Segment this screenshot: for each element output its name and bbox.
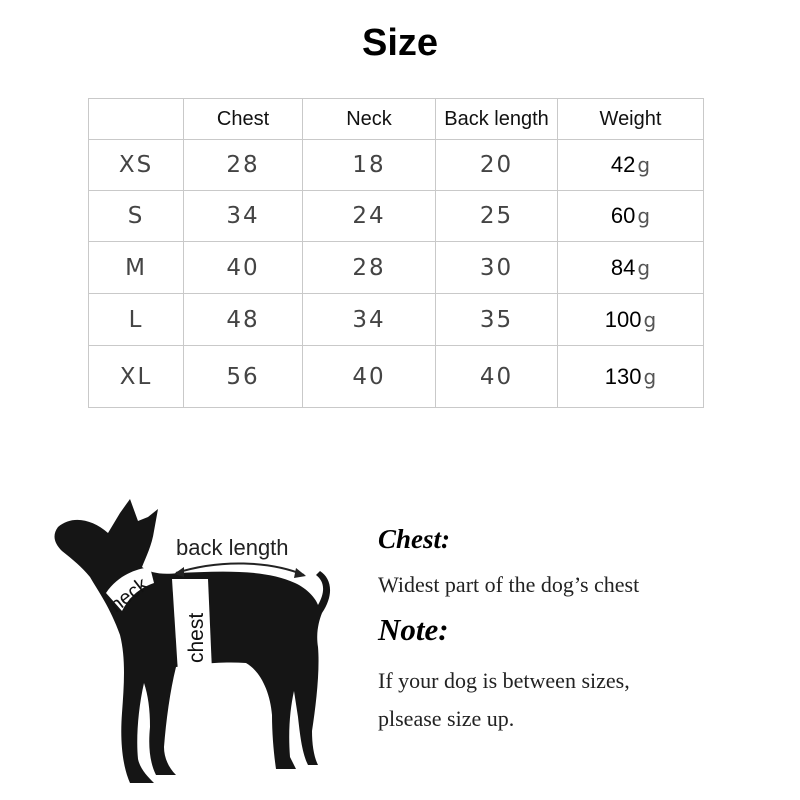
size-cell: XL <box>89 346 184 408</box>
back-length-cell: 30 <box>436 242 558 294</box>
back-length-cell: 40 <box>436 346 558 408</box>
table-row <box>89 346 704 408</box>
weight-cell <box>558 191 704 242</box>
chest-description: Widest part of the dog’s chest <box>378 572 640 597</box>
back-length-cell: 35 <box>436 294 558 346</box>
size-cell: M <box>89 242 184 294</box>
back-length-label: back length <box>176 535 289 560</box>
size-table <box>88 98 704 408</box>
back-length-cell: 20 <box>436 140 558 191</box>
neck-cell: 34 <box>303 294 436 346</box>
weight-value: 130 <box>604 363 642 389</box>
size-cell: XS <box>89 140 184 191</box>
chest-cell: 34 <box>184 191 303 242</box>
weight-value: 84 <box>610 254 636 280</box>
chest-cell: 40 <box>184 242 303 294</box>
neck-cell: 18 <box>303 140 436 191</box>
header-cell <box>89 99 184 140</box>
header-cell: Chest <box>184 99 303 140</box>
neck-cell: 28 <box>303 242 436 294</box>
table-header-row <box>89 99 704 140</box>
table-row <box>89 140 704 191</box>
weight-unit: g <box>637 204 651 228</box>
table-row <box>89 191 704 242</box>
chest-cell: 56 <box>184 346 303 408</box>
note-line-2: plsease size up. <box>378 706 515 731</box>
weight-cell <box>558 346 704 408</box>
weight-unit: g <box>637 153 651 177</box>
table-row <box>89 294 704 346</box>
back-length-cell: 25 <box>436 191 558 242</box>
header-cell: Weight <box>558 99 704 140</box>
page-title: Size <box>361 22 439 64</box>
weight-value: 100 <box>604 306 642 332</box>
header-cell: Neck <box>303 99 436 140</box>
weight-cell <box>558 294 704 346</box>
neck-cell: 24 <box>303 191 436 242</box>
weight-unit: g <box>643 307 657 332</box>
chest-cell: 48 <box>184 294 303 346</box>
note-heading: Note: <box>378 612 449 647</box>
header-cell: Back length <box>436 99 558 140</box>
chest-label: chest <box>185 612 208 663</box>
weight-value: 60 <box>610 203 636 228</box>
weight-unit: g <box>643 364 657 389</box>
neck-label: neck <box>105 573 153 617</box>
arrow-head-right <box>294 568 306 578</box>
dog-silhouette-icon <box>50 495 350 795</box>
neck-cell: 40 <box>303 346 436 408</box>
size-cell: L <box>89 294 184 346</box>
size-cell: S <box>89 191 184 242</box>
chest-cell: 28 <box>184 140 303 191</box>
weight-value: 42 <box>610 152 636 177</box>
table-row <box>89 242 704 294</box>
weight-cell <box>558 242 704 294</box>
weight-unit: g <box>637 255 651 280</box>
chest-heading: Chest: <box>378 524 451 554</box>
weight-cell <box>558 140 704 191</box>
note-line-1: If your dog is between sizes, <box>378 668 630 693</box>
